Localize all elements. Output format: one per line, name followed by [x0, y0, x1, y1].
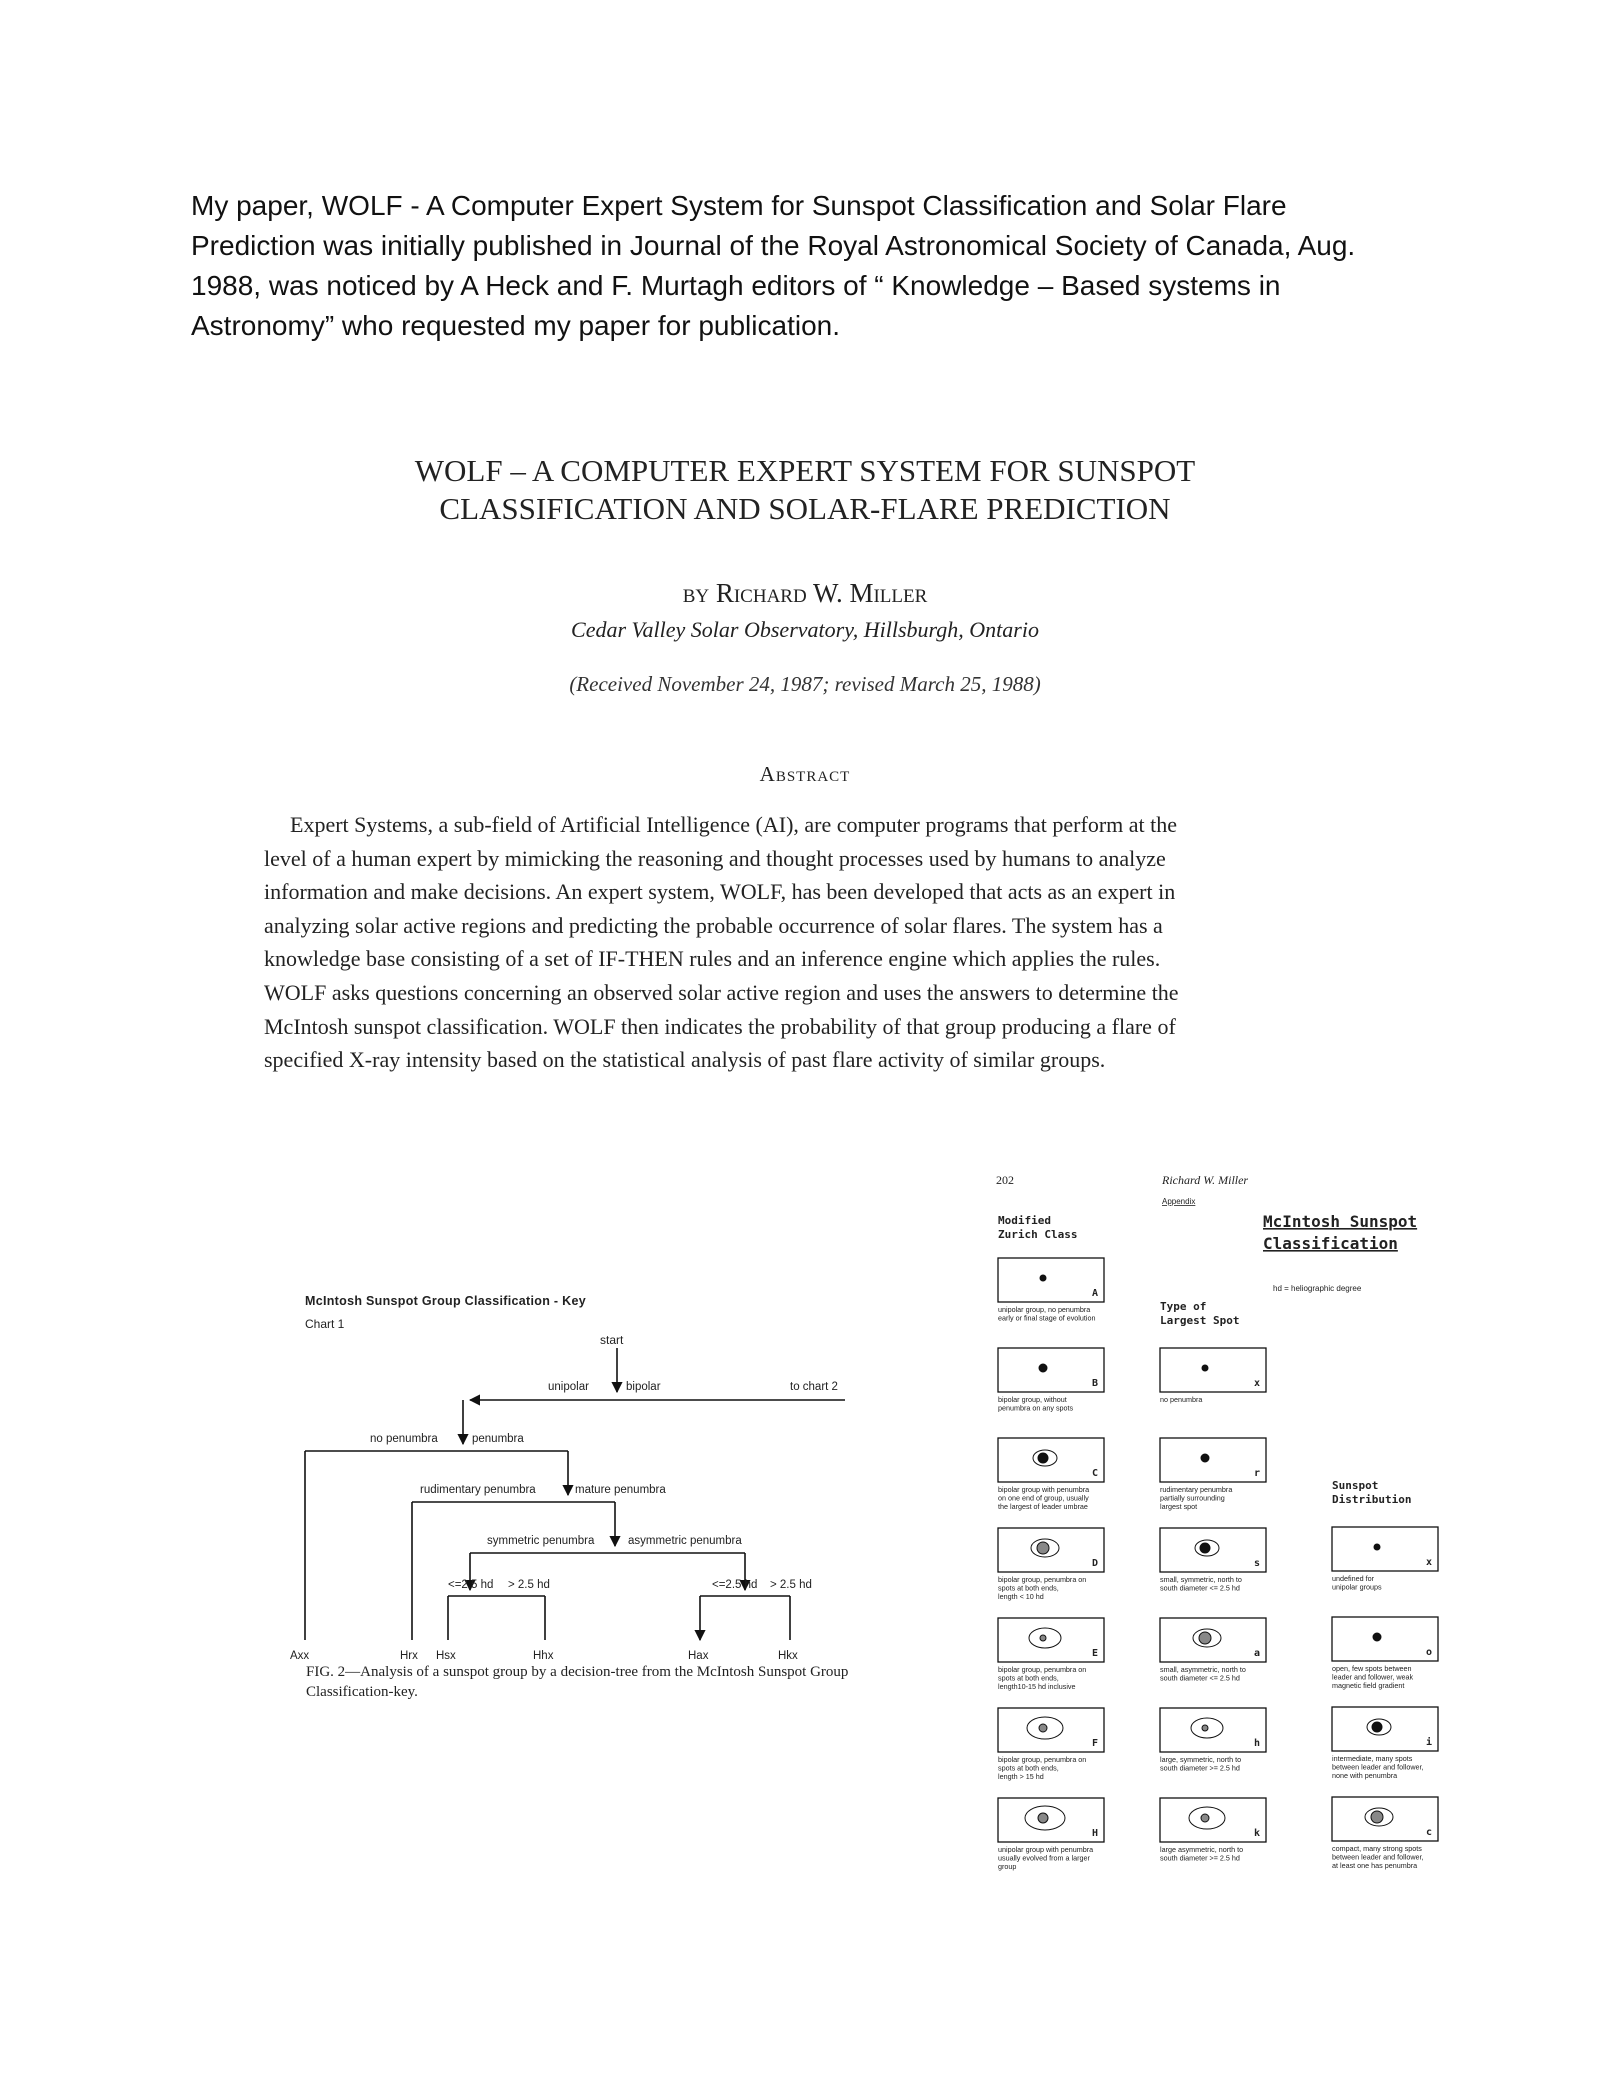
tree-symmetric-label: symmetric penumbra	[487, 1535, 595, 1547]
decision-tree-figure	[290, 1270, 890, 1730]
chart-cell-letter: A	[1091, 1288, 1098, 1299]
chart-cell-box	[998, 1528, 1104, 1572]
col2-heading: Largest Spot	[1160, 1314, 1240, 1327]
chart-cell-desc: magnetic field gradient	[1332, 1681, 1405, 1690]
chart-cell-desc: spots at both ends,	[998, 1763, 1059, 1773]
chart-cell-desc: none with penumbra	[1332, 1771, 1398, 1780]
chart-cell-letter: x	[1425, 1557, 1432, 1568]
intro-paragraph	[191, 186, 1391, 346]
chart-cell-letter: F	[1091, 1738, 1098, 1749]
chart-cell-desc: no penumbra	[1160, 1395, 1203, 1404]
chart-cell-desc: spots at both ends,	[998, 1673, 1059, 1683]
chart-cell	[998, 1798, 1104, 1871]
chart-cell-desc: length > 15 hd	[998, 1772, 1044, 1781]
paper-title-line: WOLF – A COMPUTER EXPERT SYSTEM FOR SUNSPOT	[414, 453, 1196, 488]
chart-cell	[1160, 1348, 1266, 1404]
chart-cell-letter: i	[1425, 1737, 1432, 1748]
abstract-line: level of a human expert by mimicking the reasoning and thought processes used by humans to analyze	[264, 845, 1166, 871]
intro-line: My paper, WOLF - A Computer Expert System for Sunspot Classification and Solar Flare	[191, 190, 1287, 221]
chart-cell-desc: bipolar group, penumbra on	[998, 1575, 1087, 1584]
paper-affiliation: Cedar Valley Solar Observatory, Hillsburgh, Ontario	[571, 617, 1039, 642]
chart-cell-desc: undefined for	[1332, 1574, 1374, 1583]
chart-cell	[1332, 1707, 1438, 1780]
chart-cell	[1160, 1708, 1266, 1773]
sunspot-glyph	[1202, 1725, 1208, 1731]
chart-cell-box	[1332, 1797, 1438, 1841]
tree-size-left-le-label: <=2.5 hd	[448, 1579, 494, 1591]
chart-cell-letter: B	[1091, 1378, 1098, 1389]
chart-cell-desc: south diameter <= 2.5 hd	[1160, 1583, 1240, 1593]
col3-heading: Sunspot	[1332, 1479, 1379, 1492]
chart-cell-desc: the largest of leader umbrae	[998, 1502, 1088, 1511]
chart-cell-desc: south diameter <= 2.5 hd	[1160, 1673, 1240, 1683]
chart-title-line: Classification	[1263, 1234, 1398, 1253]
tree-subtitle: Chart 1	[305, 1317, 345, 1331]
sunspot-glyph	[1038, 1453, 1048, 1463]
tree-start-label: start	[600, 1333, 624, 1347]
tree-penumbra-label: penumbra	[472, 1433, 524, 1445]
chart-cell-desc: south diameter >= 2.5 hd	[1160, 1763, 1240, 1773]
chart-cell-letter: o	[1425, 1647, 1432, 1658]
tree-mature-label: mature penumbra	[575, 1484, 666, 1496]
intro-line: Astronomy” who requested my paper for publication.	[191, 310, 840, 341]
sunspot-glyph	[1201, 1454, 1209, 1462]
figure-caption: FIG. 2—Analysis of a sunspot group by a decision-tree from the McIntosh Sunspot Group Classification-key.	[306, 1664, 849, 1700]
appendix-label: Appendix	[1162, 1197, 1196, 1206]
abstract-line: knowledge base consisting of a set of IF-THEN rules and an inference engine which applies the rules.	[264, 946, 1161, 972]
chart-cell-desc: open, few spots between	[1332, 1664, 1412, 1673]
chart-title-line: McIntosh Sunspot	[1263, 1212, 1418, 1231]
chart-cell-desc: early or final stage of evolution	[998, 1313, 1096, 1323]
chart-cell-box	[998, 1618, 1104, 1662]
chart-cell-desc: between leader and follower,	[1332, 1852, 1424, 1862]
chart-cell	[998, 1708, 1104, 1781]
tree-size-left-gt-label: > 2.5 hd	[508, 1579, 550, 1591]
sunspot-glyph	[1373, 1633, 1381, 1641]
chart-cell-desc: between leader and follower,	[1332, 1762, 1424, 1772]
chart-cell	[1160, 1618, 1266, 1683]
chart-cell	[1160, 1798, 1266, 1863]
chart-cell-box	[1160, 1348, 1266, 1392]
sunspot-glyph	[1039, 1364, 1047, 1372]
tree-leaf-hsx: Hsx	[436, 1650, 456, 1662]
abstract-heading: Abstract	[759, 762, 851, 786]
sunspot-glyph	[1040, 1635, 1046, 1641]
chart-cell	[998, 1618, 1104, 1691]
chart-cell	[998, 1438, 1104, 1511]
col2-heading: Type of	[1160, 1300, 1207, 1313]
sunspot-glyph	[1039, 1724, 1047, 1732]
chart-cell-desc: small, symmetric, north to	[1160, 1575, 1242, 1584]
chart-cell-desc: unipolar groups	[1332, 1582, 1382, 1592]
paper-title-line: CLASSIFICATION AND SOLAR-FLARE PREDICTION	[439, 491, 1171, 526]
chart-cell	[1160, 1438, 1266, 1511]
tree-asymmetric-label: asymmetric penumbra	[628, 1535, 742, 1547]
chart-cell-box	[998, 1438, 1104, 1482]
chart-cell-letter: s	[1253, 1558, 1260, 1569]
chart-cell-desc: large asymmetric, north to	[1160, 1845, 1244, 1854]
chart-cell-desc: length10-15 hd inclusive	[998, 1682, 1076, 1691]
tree-size-right-le-label: <=2.5 hd	[712, 1579, 758, 1591]
chart-cell-desc: bipolar group, penumbra on	[998, 1665, 1087, 1674]
tree-to-chart-label: to chart 2	[790, 1381, 838, 1393]
chart-cell-letter: D	[1091, 1558, 1098, 1569]
chart-cell-desc: rudimentary penumbra	[1160, 1485, 1233, 1494]
paper-received-date: (Received November 24, 1987; revised March 25, 1988)	[569, 672, 1041, 696]
chart-cell	[998, 1348, 1104, 1413]
chart-cell	[1332, 1617, 1438, 1690]
chart-cell	[1332, 1797, 1438, 1870]
chart-cell-desc: on one end of group, usually	[998, 1493, 1089, 1503]
intro-line: Prediction was initially published in Journal of the Royal Astronomical Society of Canada, Aug.	[191, 230, 1356, 261]
tree-size-right-gt-label: > 2.5 hd	[770, 1579, 812, 1591]
abstract-line: specified X-ray intensity based on the statistical analysis of past flare activity of similar groups.	[264, 1047, 1106, 1073]
col3-heading: Distribution	[1332, 1493, 1412, 1506]
running-head: Richard W. Miller	[1162, 1173, 1249, 1187]
chart-cell-desc: spots at both ends,	[998, 1583, 1059, 1593]
chart-cell-letter: E	[1091, 1648, 1098, 1659]
chart-cell-desc: unipolar group, no penumbra	[998, 1305, 1091, 1314]
tree-leaf-axx: Axx	[290, 1650, 310, 1662]
chart-cell-letter: x	[1253, 1378, 1260, 1389]
tree-unipolar-label: unipolar	[548, 1381, 589, 1393]
sunspot-glyph	[1200, 1543, 1210, 1553]
hd-note: hd = heliographic degree	[1273, 1284, 1362, 1293]
chart-cell-desc: intermediate, many spots	[1332, 1754, 1413, 1763]
sunspot-glyph	[1037, 1542, 1049, 1554]
chart-cell-desc: penumbra on any spots	[998, 1403, 1074, 1413]
chart-cell-desc: usually evolved from a larger	[998, 1853, 1090, 1863]
tree-bipolar-label: bipolar	[626, 1381, 661, 1393]
chart-cell-desc: compact, many strong spots	[1332, 1844, 1422, 1853]
sunspot-glyph	[1374, 1544, 1380, 1550]
col1-heading: Modified	[998, 1214, 1051, 1227]
chart-cell	[1160, 1528, 1266, 1593]
chart-cell-desc: bipolar group with penumbra	[998, 1485, 1090, 1494]
abstract-body	[264, 808, 1384, 1077]
page-number: 202	[996, 1173, 1014, 1187]
chart-cell-letter: C	[1091, 1468, 1098, 1479]
abstract-line: Expert Systems, a sub-field of Artificial Intelligence (AI), are computer programs that perform at the	[290, 812, 1178, 837]
chart-cell	[998, 1258, 1104, 1323]
chart-cell-desc: at least one has penumbra	[1332, 1861, 1418, 1870]
chart-cell-box	[1160, 1618, 1266, 1662]
sunspot-glyph	[1038, 1813, 1048, 1823]
chart-cell-letter: r	[1253, 1468, 1260, 1479]
chart-cell-desc: partially surrounding	[1160, 1493, 1225, 1503]
chart-cell-desc: large, symmetric, north to	[1160, 1755, 1242, 1764]
chart-cell-desc: leader and follower, weak	[1332, 1672, 1414, 1682]
chart-cells	[998, 1258, 1438, 1871]
intro-line: 1988, was noticed by A Heck and F. Murtagh editors of “ Knowledge – Based systems in	[191, 270, 1281, 301]
sunspot-glyph	[1201, 1814, 1209, 1822]
chart-cell-box	[998, 1258, 1104, 1302]
sunspot-glyph	[1199, 1632, 1211, 1644]
chart-cell-letter: a	[1253, 1648, 1260, 1659]
sunspot-glyph	[1371, 1811, 1383, 1823]
chart-cell-desc: small, asymmetric, north to	[1160, 1665, 1246, 1674]
paper-byline: by Richard W. Miller	[682, 578, 928, 608]
chart-cell-box	[998, 1708, 1104, 1752]
abstract-line: McIntosh sunspot classification. WOLF then indicates the probability of that group producing a flare of	[264, 1013, 1176, 1039]
chart-cell-letter: h	[1253, 1738, 1260, 1749]
chart-cell-box	[1332, 1527, 1438, 1571]
chart-cell	[998, 1528, 1104, 1601]
mcintosh-classification-chart	[980, 1160, 1490, 1920]
sunspot-glyph	[1040, 1275, 1046, 1281]
abstract-line: WOLF asks questions concerning an observed solar active region and uses the answers to determine the	[264, 979, 1179, 1005]
chart-cell-desc: unipolar group with penumbra	[998, 1845, 1094, 1854]
chart-cell-letter: k	[1253, 1828, 1260, 1839]
tree-leaf-hkx: Hkx	[778, 1650, 798, 1662]
chart-cell-desc: length < 10 hd	[998, 1592, 1044, 1601]
chart-cell-box	[1160, 1798, 1266, 1842]
abstract-line: analyzing solar active regions and predicting the probable occurrence of solar flares. The system has a	[264, 912, 1163, 938]
tree-leaf-hrx: Hrx	[400, 1650, 418, 1662]
chart-cell-desc: largest spot	[1160, 1502, 1198, 1511]
chart-cell-box	[1332, 1617, 1438, 1661]
chart-cell-desc: group	[998, 1862, 1017, 1871]
chart-cell-box	[1160, 1528, 1266, 1572]
tree-leaf-hax: Hax	[688, 1650, 709, 1662]
sunspot-glyph	[1372, 1722, 1382, 1732]
chart-cell	[1332, 1527, 1438, 1592]
chart-cell-box	[1332, 1707, 1438, 1751]
paper-title	[300, 452, 1310, 528]
chart-cell-letter: c	[1425, 1827, 1432, 1838]
tree-leaf-hhx: Hhx	[533, 1650, 554, 1662]
chart-cell-desc: bipolar group, without	[998, 1395, 1067, 1404]
chart-cell-desc: south diameter >= 2.5 hd	[1160, 1853, 1240, 1863]
sunspot-glyph	[1202, 1365, 1208, 1371]
chart-cell-box	[998, 1348, 1104, 1392]
tree-no-penumbra-label: no penumbra	[370, 1433, 438, 1445]
chart-cell-box	[1160, 1708, 1266, 1752]
chart-cell-desc: bipolar group, penumbra on	[998, 1755, 1087, 1764]
tree-rudimentary-label: rudimentary penumbra	[420, 1484, 536, 1496]
chart-cell-box	[998, 1798, 1104, 1842]
chart-cell-letter: H	[1091, 1828, 1098, 1839]
col1-heading: Zurich Class	[998, 1228, 1078, 1241]
chart-cell-box	[1160, 1438, 1266, 1482]
tree-title: McIntosh Sunspot Group Classification - Key	[305, 1294, 586, 1308]
abstract-line: information and make decisions. An expert system, WOLF, has been developed that acts as an expert in	[264, 879, 1176, 905]
